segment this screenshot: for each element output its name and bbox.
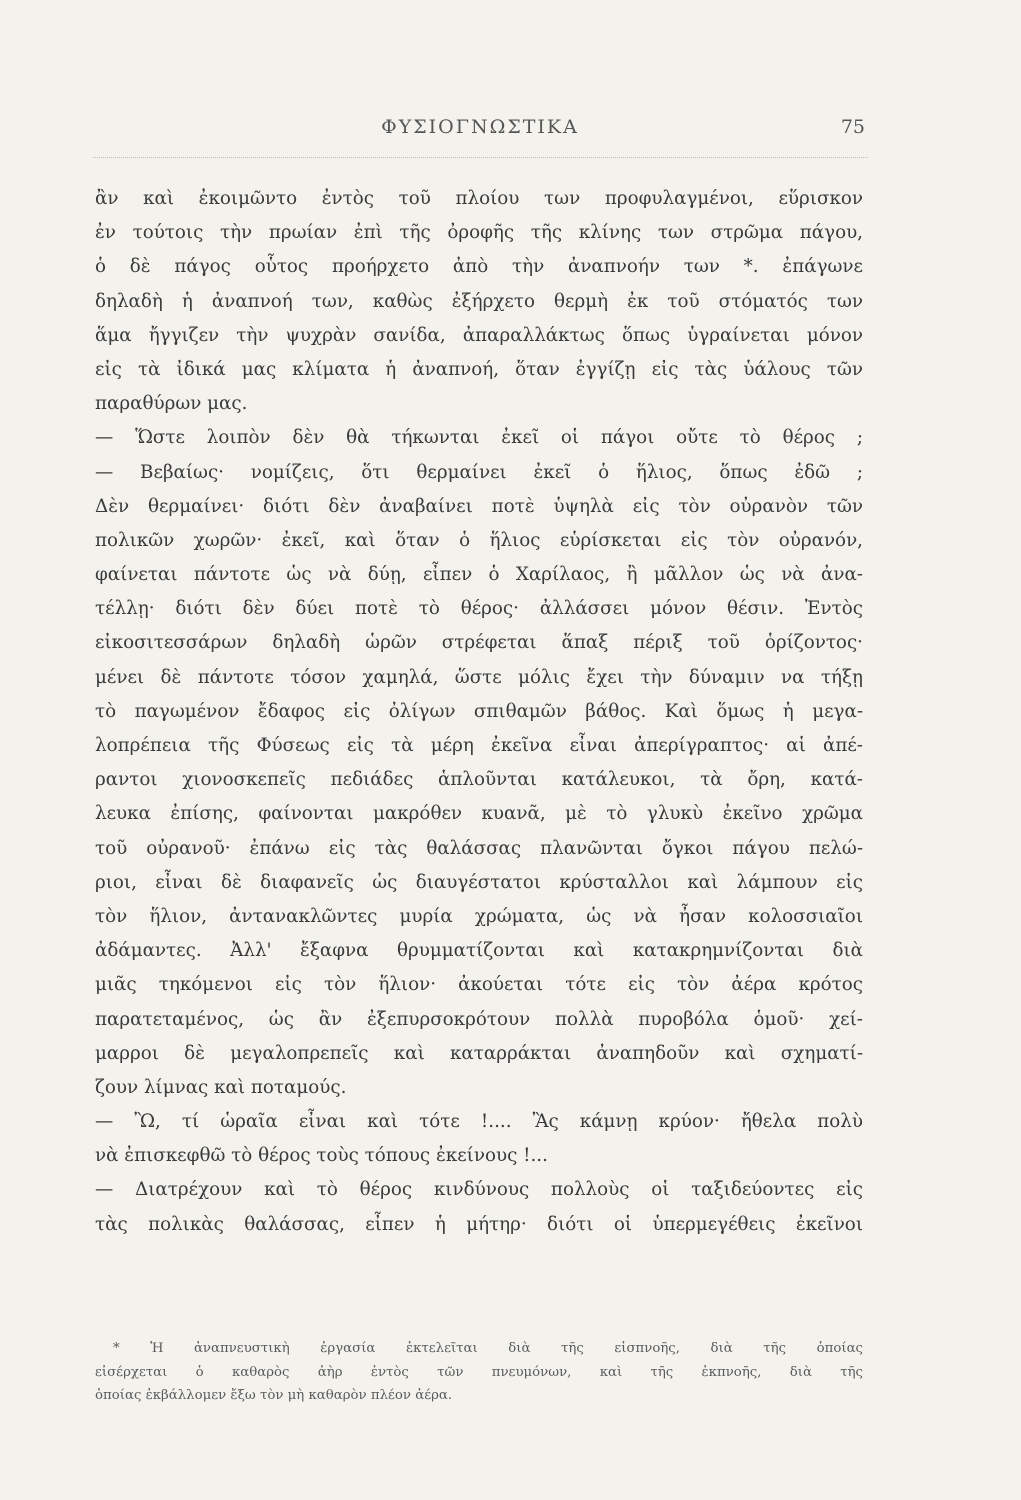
text-line: λευκα ἐπίσης, φαίνονται μακρόθεν κυανᾶ, μὲ τὸ γλυκὺ ἐκεῖνο χρῶμα: [95, 803, 863, 825]
text-line: τὸ παγωμένον ἔδαφος εἰς ὀλίγων σπιθαμῶν βάθος. Καὶ ὅμως ἡ μεγα-: [95, 700, 863, 722]
running-head: [95, 116, 865, 146]
text-line: — Ὢ, τί ὡραῖα εἶναι καὶ τότε !.... Ἂς κάμνῃ κρύον· ἤθελα πολὺ: [95, 1111, 863, 1133]
text-line: Δὲν θερμαίνει· διότι δὲν ἀναβαίνει ποτὲ ὑψηλὰ εἰς τὸν οὐρανὸν τῶν: [95, 495, 863, 517]
text-line: ἅμα ἤγγιζεν τὴν ψυχρὰν σανίδα, ἀπαραλλάκτως ὅπως ὑγραίνεται μόνον: [95, 324, 863, 346]
text-line: τὸν ἥλιον, ἀντανακλῶντες μυρία χρώματα, ὡς νὰ ἦσαν κολοσσιαῖοι: [95, 905, 863, 927]
text-line: εἰς τὰ ἰδικά μας κλίματα ἡ ἀναπνοή, ὅταν ἐγγίζῃ εἰς τὰς ὑάλους τῶν: [95, 358, 863, 380]
text-line: — Διατρέχουν καὶ τὸ θέρος κινδύνους πολλοὺς οἱ ταξιδεύοντες εἰς: [95, 1179, 863, 1201]
text-line: μένει δὲ πάντοτε τόσον χαμηλά, ὥστε μόλις ἔχει τὴν δύναμιν να τήξῃ: [95, 666, 863, 688]
text-line: ἀδάμαντες. Ἀλλ' ἔξαφνα θρυμματίζονται καὶ κατακρημνίζονται διὰ: [95, 940, 863, 962]
text-line: μαρροι δὲ μεγαλοπρεπεῖς καὶ καταρράκται ἀναπηδοῦν καὶ σχηματί-: [95, 1042, 863, 1064]
footnote-line: * Ἡ ἀναπνευστικὴ ἐργασία ἐκτελεῖται διὰ τῆς εἰσπνοῆς, διὰ τῆς ὁποίας: [113, 1341, 863, 1356]
text-line: παραθύρων μας.: [95, 393, 248, 415]
text-line: δηλαδὴ ἡ ἀναπνοή των, καθὼς ἐξήρχετο θερμὴ ἐκ τοῦ στόματός των: [95, 290, 863, 312]
text-line: ριοι, εἶναι δὲ διαφανεῖς ὡς διαυγέστατοι κρύσταλλοι καὶ λάμπουν εἰς: [95, 871, 863, 893]
text-line: ζουν λίμνας καὶ ποταμούς.: [95, 1076, 347, 1098]
text-line: πολικῶν χωρῶν· ἐκεῖ, καὶ ὅταν ὁ ἥλιος εὑρίσκεται εἰς τὸν οὐρανόν,: [95, 529, 863, 551]
text-line: νὰ ἐπισκεφθῶ τὸ θέρος τοὺς τόπους ἐκείνους !...: [95, 1145, 548, 1167]
text-line: ἂν καὶ ἐκοιμῶντο ἐντὸς τοῦ πλοίου των προφυλαγμένοι, εὕρισκον: [95, 188, 863, 209]
text-line: τοῦ οὐρανοῦ· ἐπάνω εἰς τὰς θαλάσσας πλανῶνται ὄγκοι πάγου πελώ-: [95, 837, 863, 859]
page-number: 75: [840, 116, 865, 138]
header-rule: [93, 157, 868, 158]
text-line: φαίνεται πάντοτε ὡς νὰ δύῃ, εἶπεν ὁ Χαρίλαος, ἢ μᾶλλον ὡς νὰ ἀνα-: [95, 564, 863, 586]
text-line: τέλλῃ· διότι δὲν δύει ποτὲ τὸ θέρος· ἀλλάσσει μόνον θέσιν. Ἐντὸς: [95, 598, 863, 620]
body-text: [95, 182, 863, 1242]
text-line: — Βεβαίως· νομίζεις, ὅτι θερμαίνει ἐκεῖ ὁ ἥλιος, ὅπως ἐδῶ ;: [95, 461, 863, 483]
footnote: [95, 1337, 863, 1408]
text-line: ὁ δὲ πάγος οὗτος προήρχετο ἀπὸ τὴν ἀναπνοήν των *. ἐπάγωνε: [95, 256, 863, 278]
text-line: λοπρέπεια τῆς Φύσεως εἰς τὰ μέρη ἐκεῖνα εἶναι ἀπερίγραπτος· αἱ ἀπέ-: [95, 735, 863, 756]
footnote-line: εἰσέρχεται ὁ καθαρὸς ἀὴρ ἐντὸς τῶν πνευμόνων, καὶ τῆς ἐκπνοῆς, διὰ τῆς: [95, 1364, 863, 1380]
running-title: ΦΥΣΙΟΓΝΩΣΤΙΚΑ: [381, 116, 579, 138]
text-line: μιᾶς τηκόμενοι εἰς τὸν ἥλιον· ἀκούεται τότε εἰς τὸν ἀέρα κρότος: [95, 974, 863, 996]
footnote-line: ὁποίας ἐκβάλλομεν ἔξω τὸν μὴ καθαρὸν πλέον ἀέρα.: [95, 1388, 453, 1403]
text-line: τὰς πολικὰς θαλάσσας, εἶπεν ἡ μήτηρ· διότι οἱ ὑπερμεγέθεις ἐκεῖνοι: [95, 1213, 863, 1235]
text-line: ἐν τούτοις τὴν πρωίαν ἐπὶ τῆς ὀροφῆς τῆς κλίνης των στρῶμα πάγου,: [95, 222, 863, 244]
text-line: εἰκοσιτεσσάρων δηλαδὴ ὡρῶν στρέφεται ἅπαξ πέριξ τοῦ ὁρίζοντος·: [95, 632, 863, 654]
text-line: — Ὥστε λοιπὸν δὲν θὰ τήκωνται ἐκεῖ οἱ πάγοι οὔτε τὸ θέρος ;: [95, 427, 863, 449]
text-line: ραντοι χιονοσκεπεῖς πεδιάδες ἁπλοῦνται κατάλευκοι, τὰ ὄρη, κατά-: [95, 769, 863, 791]
text-line: παρατεταμένος, ὡς ἂν ἐξεπυρσοκρότουν πολλὰ πυροβόλα ὁμοῦ· χεί-: [95, 1008, 863, 1030]
